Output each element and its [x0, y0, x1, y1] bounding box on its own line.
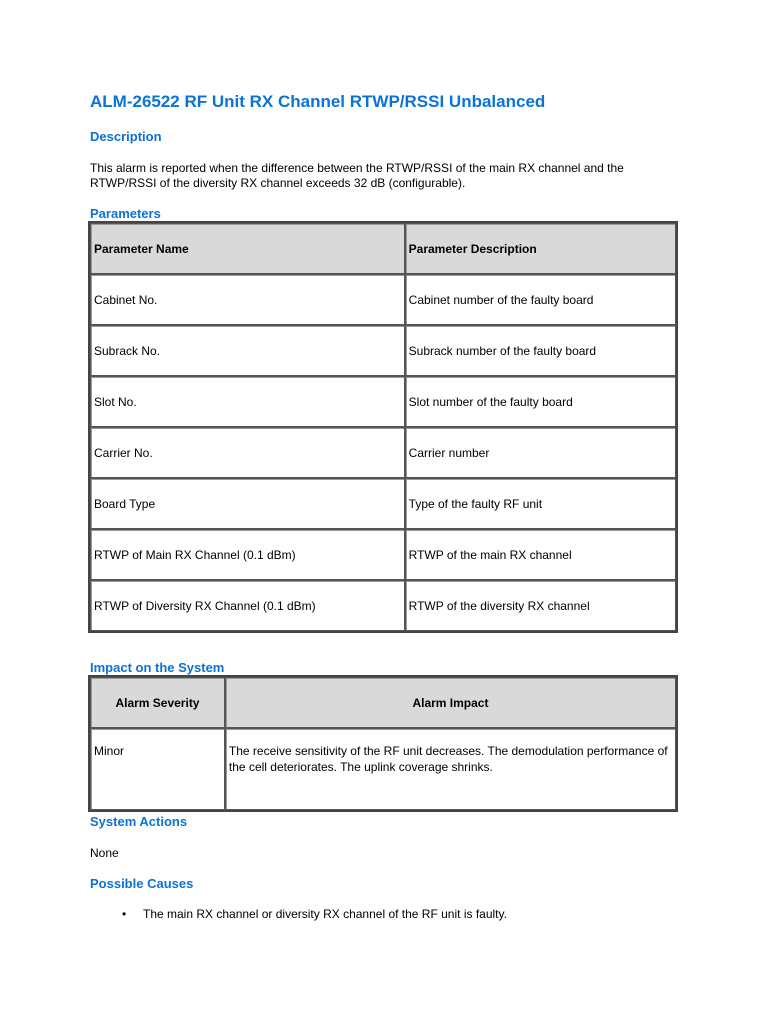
table-header-row: [90, 677, 676, 728]
list-item: [90, 907, 507, 921]
column-header-alarm-severity: Alarm Severity: [90, 677, 225, 728]
parameter-name-cell: Subrack No.: [90, 325, 405, 376]
table-row: [90, 728, 676, 810]
parameter-description-cell: Subrack number of the faulty board: [405, 325, 676, 376]
table-row: [90, 580, 676, 631]
parameter-name-cell: Board Type: [90, 478, 405, 529]
table-row: [90, 427, 676, 478]
page-title: ALM-26522 RF Unit RX Channel RTWP/RSSI Unbalanced: [90, 92, 546, 111]
impact-heading: Impact on the System: [90, 660, 225, 675]
impact-table: [88, 675, 678, 812]
possible-causes-heading: Possible Causes: [90, 876, 194, 891]
table-row: [90, 478, 676, 529]
bullet-icon: •: [122, 907, 127, 921]
parameter-name-cell: Cabinet No.: [90, 274, 405, 325]
table-row: [90, 529, 676, 580]
table-row: [90, 325, 676, 376]
system-actions-text: None: [90, 846, 119, 860]
parameter-name-cell: RTWP of Main RX Channel (0.1 dBm): [90, 529, 405, 580]
parameter-name-cell: Carrier No.: [90, 427, 405, 478]
table-row: [90, 274, 676, 325]
parameters-table: [88, 221, 678, 633]
parameter-description-cell: RTWP of the main RX channel: [405, 529, 676, 580]
alarm-severity-cell: Minor: [90, 728, 225, 810]
table-row: [90, 376, 676, 427]
system-actions-heading: System Actions: [90, 814, 188, 829]
parameters-heading: Parameters: [90, 206, 161, 221]
parameter-name-cell: Slot No.: [90, 376, 405, 427]
parameter-description-cell: Slot number of the faulty board: [405, 376, 676, 427]
column-header-alarm-impact: Alarm Impact: [225, 677, 676, 728]
alarm-impact-cell: The receive sensitivity of the RF unit decreases. The demodulation performance of the cell deteriorates. The uplink coverage shrinks.: [225, 728, 676, 810]
table-header-row: [90, 223, 676, 274]
column-header-parameter-name: Parameter Name: [90, 223, 405, 274]
parameter-description-cell: RTWP of the diversity RX channel: [405, 580, 676, 631]
parameter-description-cell: Type of the faulty RF unit: [405, 478, 676, 529]
parameter-name-cell: RTWP of Diversity RX Channel (0.1 dBm): [90, 580, 405, 631]
description-heading: Description: [90, 129, 162, 144]
possible-causes-list: [90, 907, 507, 921]
description-text: This alarm is reported when the difference between the RTWP/RSSI of the main RX channel and the RTWP/RSSI of the diversity RX channel exceeds 32 dB (configurable).: [90, 161, 624, 190]
column-header-parameter-description: Parameter Description: [405, 223, 676, 274]
parameter-description-cell: Carrier number: [405, 427, 676, 478]
parameter-description-cell: Cabinet number of the faulty board: [405, 274, 676, 325]
list-item-text: The main RX channel or diversity RX channel of the RF unit is faulty.: [143, 907, 507, 921]
